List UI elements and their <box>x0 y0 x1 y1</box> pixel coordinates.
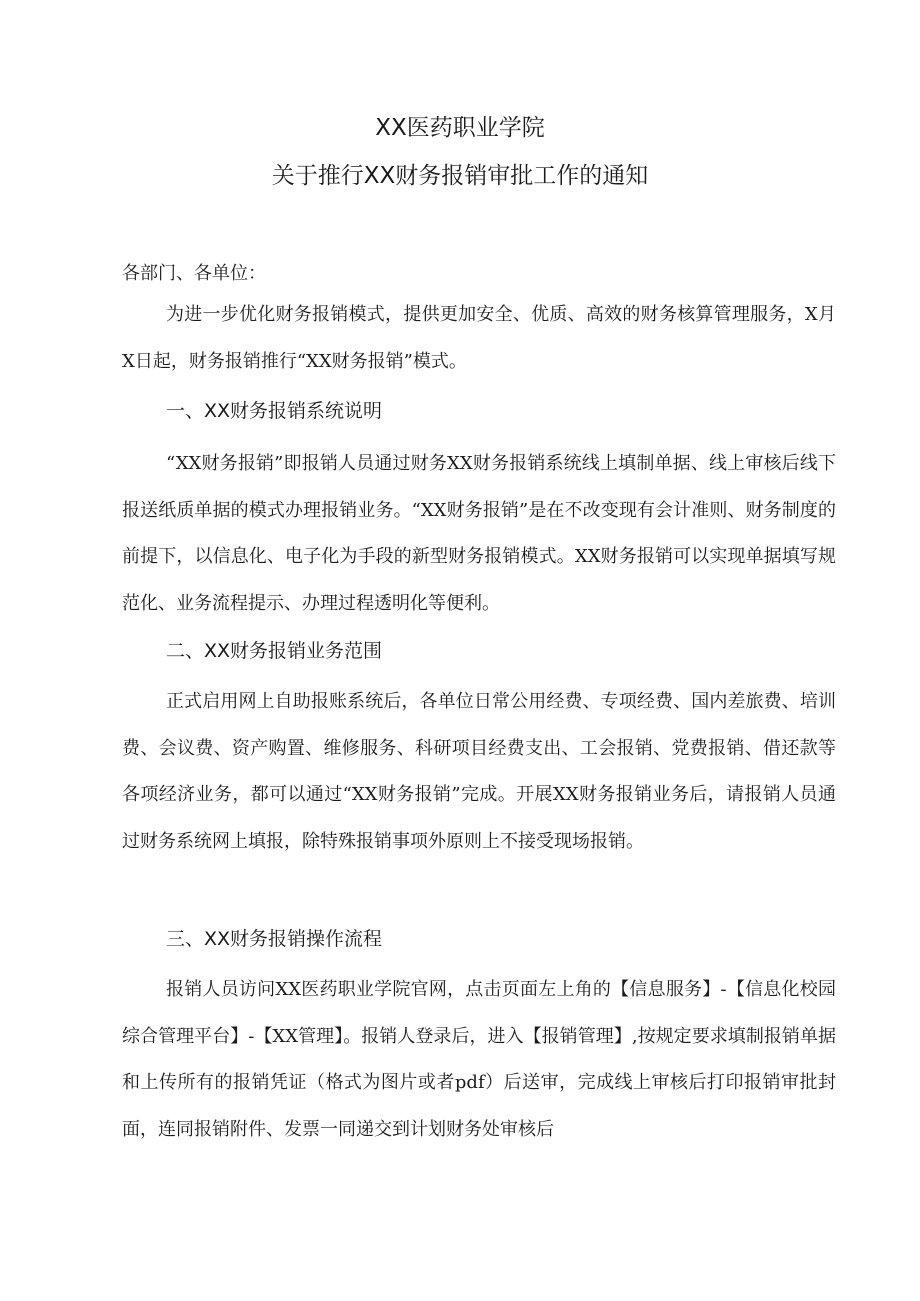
section-heading-2: 二、XX财务报销业务范围 <box>166 640 383 662</box>
section-body-2: 正式启用网上自助报账系统后，各单位日常公用经费、专项经费、国内差旅费、培训费、会议费、资产购置、维修服务、科研项目经费支出、工会报销、党费报销、借还款等各项经济业务，都可以通过“XX财务报销”完成。开展XX财务报销业务后，请报销人员通过财务系统网上填报，除特殊报销事项外原则上不接受现场报销。 <box>122 691 836 852</box>
section-heading-3: 三、XX财务报销操作流程 <box>166 928 383 950</box>
document-title-institution: XX医药职业学院 <box>375 115 545 141</box>
section-heading-1: 一、XX财务报销系统说明 <box>166 400 383 422</box>
document-title-notice: 关于推行XX财务报销审批工作的通知 <box>271 163 649 189</box>
section-body-1: “XX财务报销”即报销人员通过财务XX财务报销系统线上填制单据、线上审核后线下报送纸质单据的模式办理报销业务。“XX财务报销”是在不改变现有会计准则、财务制度的前提下，以信息化、电子化为手段的新型财务报销模式。XX财务报销可以实现单据填写规范化、业务流程提示、办理过程透明化等便利。 <box>122 453 836 614</box>
salutation: 各部门、各单位： <box>122 263 266 284</box>
intro-paragraph: 为进一步优化财务报销模式，提供更加安全、优质、高效的财务核算管理服务，X月X日起，财务报销推行“XX财务报销”模式。 <box>122 304 836 372</box>
section-body-3: 报销人员访问XX医药职业学院官网，点击页面左上角的【信息服务】-【信息化校园综合管理平台】-【XX管理】。报销人登录后，进入【报销管理】,按规定要求填制报销单据和上传所有的报销凭证（格式为图片或者pdf）后送审，完成线上审核后打印报销审批封面，连同报销附件、发票一同递交到计划财务处审核后 <box>122 979 836 1140</box>
